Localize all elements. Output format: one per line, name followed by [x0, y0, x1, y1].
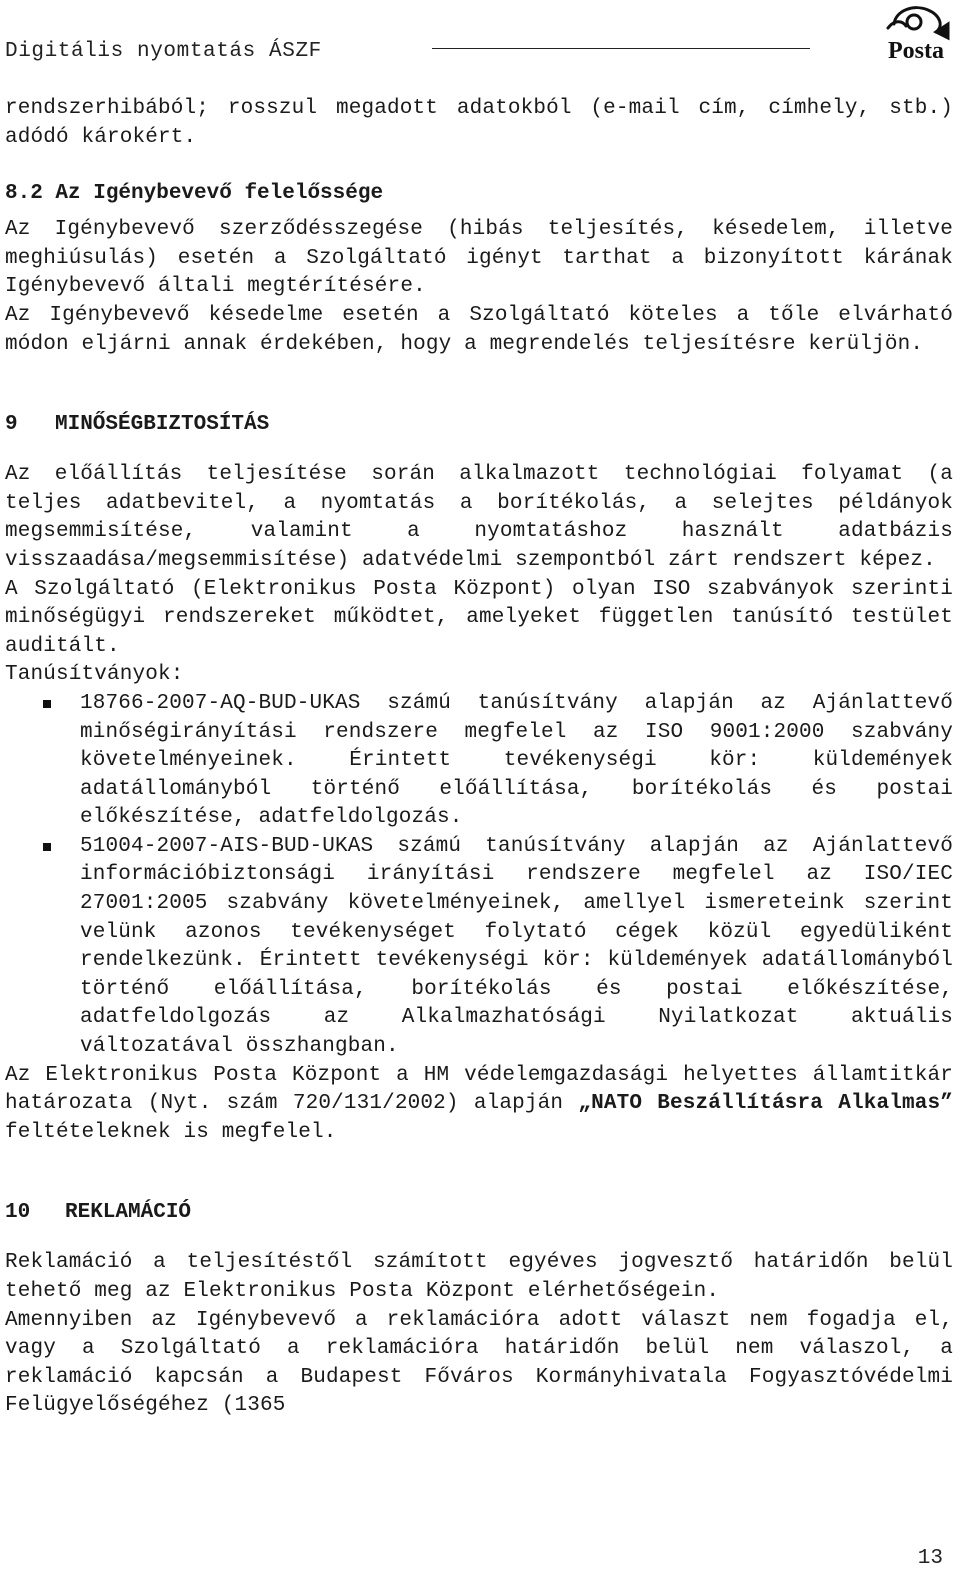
- nato-bold-text: „NATO Beszállításra Alkalmas”: [578, 1092, 954, 1116]
- list-item: [5, 690, 953, 833]
- section-10-heading: [5, 1199, 953, 1227]
- document-body: [5, 95, 953, 1421]
- section-10-number: 10: [5, 1201, 31, 1225]
- logo-text: Posta: [888, 38, 944, 64]
- section-9-heading: [5, 411, 953, 439]
- section-9-title: MINŐSÉGBIZTOSÍTÁS: [55, 413, 270, 437]
- intro-paragraph: rendszerhibából; rosszul megadott adatokból (e-mail cím, címhely, stb.) adódó károkért.: [5, 97, 953, 149]
- section-9-number: 9: [5, 413, 18, 437]
- section-10-paragraph-1: Reklamáció a teljesítéstől számított egyéves jogvesztő határidőn belül tehető meg az Elektronikus Posta Központ elérhetőségein.: [5, 1251, 953, 1303]
- section-9-paragraph-3: [5, 1062, 953, 1148]
- page-header: [0, 0, 960, 78]
- page-number: 13: [917, 1547, 943, 1570]
- posta-logo: [884, 2, 954, 68]
- section-8-2-paragraph-1: Az Igénybevevő szerződésszegése (hibás teljesítés, késedelem, illetve meghiúsulás) esetén a Szolgáltató igényt tarthat a bizonyított kárának Igénybevevő általi megtérítésére.: [5, 218, 953, 299]
- certificate-text: 51004-2007-AIS-BUD-UKAS számú tanúsítvány alapján az Ajánlattevő információbiztonsági irányítási rendszere megfelel az ISO/IEC 27001:2005 szabvány követelményeinek, amellyel ismereteink szerint velünk azonos tevékenységet folytató cégek közül egyedüliként rendelkezünk. Érintett tevékenységi kör: küldemények adatállományból történő előállítása, borítékolás és postai előkészítése, adatfeldolgozás az Alkalmazhatósági Nyilatkozat aktuális változatával összhangban.: [80, 834, 953, 1059]
- section-10-paragraph-2: Amennyiben az Igénybevevő a reklamációra adott választ nem fogadja el, vagy a Szolgáltató a reklamációra határidőn belül nem válaszol, a reklamáció kapcsán a Budapest Főváros Kormányhivatala Fogyasztóvédelmi Felügyelőségéhez (1365: [5, 1308, 953, 1418]
- header-rule: [432, 48, 810, 49]
- certificate-list: [5, 690, 953, 1062]
- list-item: [5, 833, 953, 1062]
- certificate-text: 18766-2007-AQ-BUD-UKAS számú tanúsítvány alapján az Ajánlattevő minőségirányítási rendszere megfelel az ISO 9001:2000 szabvány követelményeinek. Érintett tevékenységi kör: küldemények adatállományból történő előállítása, borítékolás és postai előkészítése, adatfeldolgozás.: [80, 691, 953, 830]
- bullet-square-icon: [43, 700, 51, 708]
- nato-text-end: feltételeknek is megfelel.: [5, 1120, 337, 1144]
- posthorn-icon: [888, 8, 948, 38]
- bullet-square-icon: [43, 843, 51, 851]
- nato-text-start: Az Elektronikus Posta Központ a HM védelemgazdasági helyettes államtitkár határozata (Nyt. szám 720/131/2002) alapján: [5, 1063, 953, 1116]
- section-9-paragraph-2: A Szolgáltató (Elektronikus Posta Központ) olyan ISO szabványok szerinti minőségügyi rendszereket működtet, amelyeket független tanúsító testület auditált.: [5, 577, 953, 658]
- header-title: Digitális nyomtatás ÁSZF: [5, 40, 322, 63]
- certificates-label: Tanúsítványok:: [5, 663, 184, 687]
- section-8-2-heading: 8.2 Az Igénybevevő felelőssége: [5, 182, 384, 206]
- section-8-2-paragraph-2: Az Igénybevevő késedelme esetén a Szolgáltató köteles a tőle elvárható módon eljárni annak érdekében, hogy a megrendelés teljesítésre kerüljön.: [5, 303, 953, 356]
- section-10-title: REKLAMÁCIÓ: [65, 1201, 192, 1225]
- section-9-paragraph-1: Az előállítás teljesítése során alkalmazott technológiai folyamat (a teljes adatbevitel, a nyomtatás a borítékolás, a selejtes példányok megsemmisítése, valamint a nyomtatáshoz használt adatbázis visszaadása/megsemmisítése) adatvédelmi szempontból zárt rendszert képez.: [5, 463, 953, 572]
